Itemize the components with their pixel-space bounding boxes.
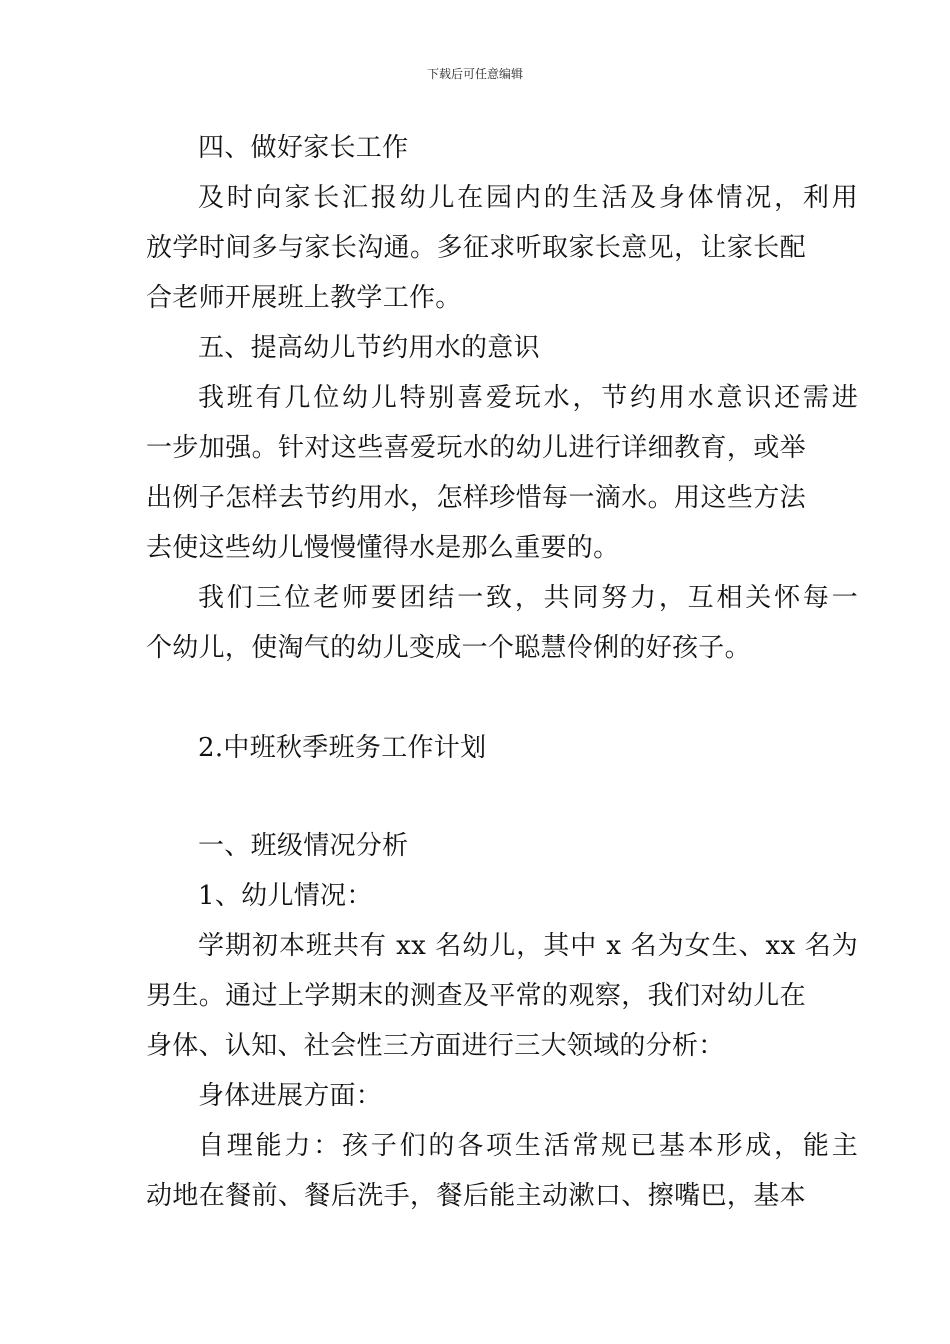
- paragraph-line: 及时向家长汇报幼儿在园内的生活及身体情况，利用: [198, 183, 858, 213]
- section-heading-parent-work: 四、做好家长工作: [198, 133, 409, 163]
- subsection-heading-children: 1、幼儿情况：: [198, 881, 373, 911]
- subsection-heading-physical: 身体进展方面：: [198, 1081, 383, 1111]
- paragraph-line: 身体、认知、社会性三方面进行三大领域的分析：: [146, 1031, 725, 1061]
- paragraph-line: 放学时间多与家长沟通。多征求听取家长意见，让家长配: [146, 233, 806, 263]
- paragraph-line: 出例子怎样去节约用水，怎样珍惜每一滴水。用这些方法: [146, 483, 806, 513]
- paragraph-line: 我们三位老师要团结一致，共同努力，互相关怀每一: [198, 583, 858, 613]
- document-title: 2.中班秋季班务工作计划: [198, 733, 487, 763]
- paragraph-line: 自理能力：孩子们的各项生活常规已基本形成，能主: [198, 1131, 858, 1161]
- paragraph-line: 学期初本班共有 xx 名幼儿，其中 x 名为女生、xx 名为: [198, 931, 858, 961]
- paragraph-line: 我班有几位幼儿特别喜爱玩水，节约用水意识还需进: [198, 383, 858, 413]
- paragraph-line: 动地在餐前、餐后洗手，餐后能主动漱口、擦嘴巴，基本: [146, 1181, 806, 1211]
- section-heading-water-saving: 五、提高幼儿节约用水的意识: [198, 333, 540, 363]
- page-header-note: 下载后可任意编辑: [426, 67, 523, 81]
- paragraph-line: 去使这些幼儿慢慢懂得水是那么重要的。: [146, 533, 620, 563]
- paragraph-line: 一步加强。针对这些喜爱玩水的幼儿进行详细教育，或举: [146, 433, 806, 463]
- paragraph-line: 合老师开展班上教学工作。: [146, 283, 462, 313]
- section-heading-class-analysis: 一、班级情况分析: [198, 831, 409, 861]
- paragraph-line: 个幼儿，使淘气的幼儿变成一个聪慧伶俐的好孩子。: [146, 633, 751, 663]
- paragraph-line: 男生。通过上学期末的测查及平常的观察，我们对幼儿在: [146, 981, 806, 1011]
